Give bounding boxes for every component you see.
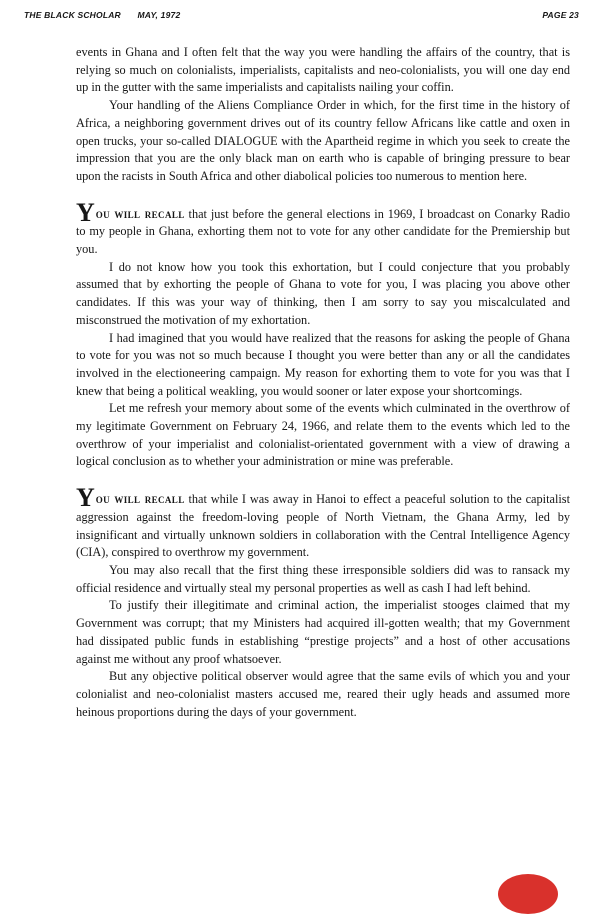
section-start-1969-election [76,197,571,259]
page-number: PAGE 23 [542,10,579,20]
header-left [24,10,194,20]
red-circle-mark [498,874,558,914]
section-text: that just before the general elections in 1969, I broadcast on Conarky Radio to my people in Ghana, exhorting them not to vote for any other candidate for the Premiership but you. [76,206,571,257]
running-header [24,10,579,24]
paragraph-exhortation: I do not know how you took this exhortation, but I could conjecture that you probably assumed that by exhorting the people of Ghana to vote for you, I was placing you above other candidates. If this was your way of thinking, then I am sorry to say you miscalculated and misconstrued the motivation of my exhortation. [76,259,570,327]
paragraph-reasons: I had imagined that you would have realized that the reasons for asking the people of Ghana to vote for you was not so much because I thought you were better than any or all the candidates involved in the electioneering campaign. My reason for exhorting them to vote for you was that I knew that being a political weakling, you would sooner or later expose your shortcomings. [76,330,570,398]
drop-cap: Y [76,483,95,513]
small-caps-lead: ou will recall [95,492,185,507]
paragraph-ransack: You may also recall that the first thing these irresponsible soldiers did was to ransack my official residence and virtually steal my personal properties as well as cash I had left behind. [76,562,570,595]
paragraph-continued: events in Ghana and I often felt that the way you were handling the affairs of the country, that is relying so much on colonialists, imperialists, capitalists and neo-colonialists, you will one day end up in the gutter with the same imperialists and capitalists nailing your coffin. [76,45,570,95]
paragraph-justify: To justify their illegitimate and criminal action, the imperialist stooges claimed that my Government was corrupt; that my Ministers had acquired ill-gotten wealth; that my Government had dissipated public funds in establishing “prestige projects” and a host of other accusations against me without any proof whatsoever. [76,598,570,666]
publication-title: THE BLACK SCHOLAR [24,10,121,20]
section-text: that while I was away in Hanoi to effect a peaceful solution to the capitalist aggression against the freedom-loving people of North Vietnam, the Ghana Army, led by insignificant and virtually unknown soldiers in collaboration with the Central Intelligence Agency (CIA), conspired to overthrow my government. [76,492,570,560]
paragraph-objective-observer: But any objective political observer would agree that the same evils of which you and your colonialist and neo-colonialist masters accused me, reared their ugly heads and assumed more heinous proportions during the days of your government. [76,669,570,719]
paragraph-aliens-order: Your handling of the Aliens Compliance Order in which, for the first time in the history of Africa, a neighboring government drives out of its country fellow Africans like cattle and oxen in open trucks, your so-called DIALOGUE with the Apartheid regime in which you seek to create the impression that you are the only black man on earth who is capable of bringing pressure to bear upon the racists in South Africa and other diabolical policies too numerous to mention here. [76,98,570,183]
issue-date: MAY, 1972 [137,10,181,20]
drop-cap: Y [76,197,95,227]
small-caps-lead: ou will recall [95,206,185,221]
paragraph-refresh-memory: Let me refresh your memory about some of the events which culminated in the overthrow of my legitimate Government on February 24, 1966, and relate them to the events which led to the overthrow of your imperialist and colonialist-orientated government with a view of drawing a logical conclusion as to whether your administration or mine was preferable. [76,401,570,469]
article-body [76,44,570,721]
section-start-hanoi [76,483,570,562]
